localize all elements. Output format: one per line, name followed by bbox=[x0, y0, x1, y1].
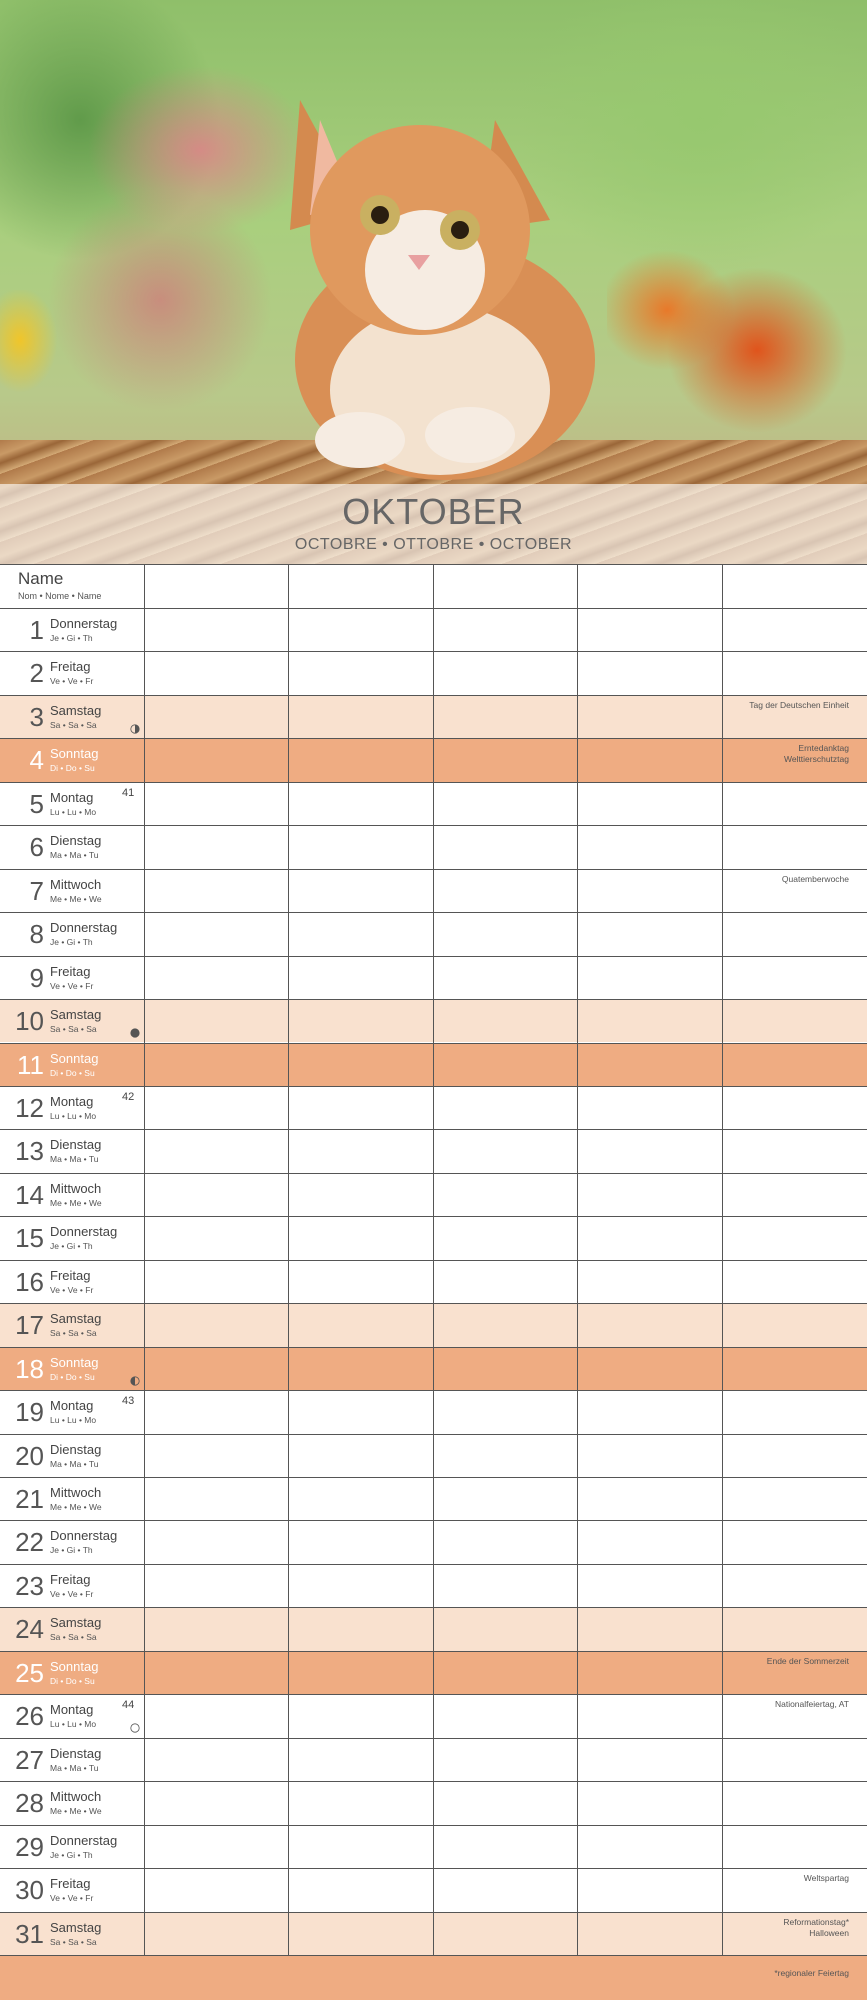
day-number: 17 bbox=[15, 1310, 44, 1341]
day-number: 29 bbox=[15, 1831, 44, 1862]
name-label: Name bbox=[18, 569, 64, 588]
day-number: 11 bbox=[17, 1049, 44, 1080]
day-name: Mittwoch bbox=[50, 876, 102, 892]
day-name: Montag bbox=[50, 1093, 94, 1109]
day-abbreviations: Ve • Ve • Fr bbox=[50, 676, 94, 687]
yellow-leaves bbox=[0, 290, 90, 440]
month-title: OKTOBER bbox=[342, 491, 525, 532]
day-number: 25 bbox=[15, 1657, 44, 1688]
day-number: 14 bbox=[15, 1179, 44, 1210]
day-abbreviations: Ve • Ve • Fr bbox=[50, 1284, 94, 1295]
moon-new-icon bbox=[130, 1723, 140, 1733]
day-name: Donnerstag bbox=[50, 1832, 118, 1848]
moon-last-quarter-icon bbox=[130, 1376, 140, 1386]
day-number: 7 bbox=[29, 875, 44, 906]
day-number: 16 bbox=[15, 1266, 44, 1297]
day-number: 19 bbox=[15, 1397, 44, 1428]
day-note: Erntedanktag Welttierschutztag bbox=[783, 743, 849, 765]
day-number: 20 bbox=[15, 1440, 44, 1471]
month-subtitle: OCTOBRE • OTTOBRE • OCTOBER bbox=[294, 536, 573, 553]
day-number: 24 bbox=[15, 1614, 44, 1645]
day-number: 23 bbox=[15, 1570, 44, 1601]
day-number: 12 bbox=[15, 1092, 44, 1123]
day-name: Dienstag bbox=[50, 1441, 102, 1457]
day-name: Freitag bbox=[50, 1267, 91, 1283]
day-abbreviations: Me • Me • We bbox=[50, 1806, 102, 1817]
planner-grid bbox=[0, 564, 867, 1956]
day-abbreviations: Di • Do • Su bbox=[50, 763, 95, 774]
week-number: 41 bbox=[122, 786, 135, 799]
day-name: Mittwoch bbox=[50, 1180, 102, 1196]
day-name: Montag bbox=[50, 789, 94, 805]
day-note: Reformationstag* Halloween bbox=[783, 1916, 849, 1938]
day-number: 26 bbox=[15, 1701, 44, 1732]
day-abbreviations: Sa • Sa • Sa bbox=[50, 1328, 97, 1339]
day-abbreviations: Je • Gi • Th bbox=[50, 1241, 93, 1252]
day-name: Montag bbox=[50, 1398, 94, 1414]
day-name: Samstag bbox=[50, 1311, 102, 1327]
day-name: Dienstag bbox=[50, 833, 102, 849]
day-name: Samstag bbox=[50, 702, 102, 718]
day-note: Weltspartag bbox=[803, 1873, 849, 1884]
day-abbreviations: Ma • Ma • Tu bbox=[50, 1458, 99, 1469]
day-abbreviations: Je • Gi • Th bbox=[50, 937, 93, 948]
day-name: Freitag bbox=[50, 963, 91, 979]
day-abbreviations: Me • Me • We bbox=[50, 1502, 102, 1512]
day-abbreviations: Je • Gi • Th bbox=[50, 633, 93, 643]
day-abbreviations: Sa • Sa • Sa bbox=[50, 1936, 97, 1947]
day-abbreviations: Ma • Ma • Tu bbox=[50, 1154, 99, 1165]
day-number: 3 bbox=[29, 701, 44, 732]
day-number: 9 bbox=[29, 962, 44, 993]
day-abbreviations: Lu • Lu • Mo bbox=[50, 806, 97, 817]
day-abbreviations: Ma • Ma • Tu bbox=[50, 850, 99, 861]
day-name: Freitag bbox=[50, 1571, 91, 1587]
day-name: Donnerstag bbox=[50, 616, 118, 631]
column-divider bbox=[144, 564, 145, 1956]
day-name: Donnerstag bbox=[50, 920, 118, 936]
day-abbreviations: Lu • Lu • Mo bbox=[50, 1719, 97, 1730]
day-number: 2 bbox=[29, 658, 44, 689]
day-abbreviations: Lu • Lu • Mo bbox=[50, 1110, 97, 1121]
day-number: 6 bbox=[29, 832, 44, 863]
moon-full-icon bbox=[130, 1028, 140, 1038]
day-number: 4 bbox=[29, 745, 44, 776]
day-name: Mittwoch bbox=[50, 1485, 102, 1500]
day-number: 21 bbox=[15, 1484, 44, 1514]
day-abbreviations: Ma • Ma • Tu bbox=[50, 1762, 99, 1773]
day-number: 1 bbox=[29, 615, 44, 645]
day-number: 13 bbox=[15, 1136, 44, 1167]
day-abbreviations: Di • Do • Su bbox=[50, 1067, 95, 1078]
day-name: Donnerstag bbox=[50, 1528, 118, 1544]
day-number: 18 bbox=[15, 1353, 44, 1384]
day-abbreviations: Ve • Ve • Fr bbox=[50, 980, 94, 991]
day-name: Freitag bbox=[50, 659, 91, 675]
day-number: 5 bbox=[29, 788, 44, 819]
day-name: Sonntag bbox=[50, 1050, 99, 1066]
day-number: 30 bbox=[15, 1875, 44, 1906]
day-note: Nationalfeiertag, AT bbox=[774, 1699, 849, 1710]
header-photo bbox=[0, 0, 867, 564]
column-divider bbox=[577, 564, 578, 1956]
day-abbreviations: Di • Do • Su bbox=[50, 1675, 95, 1686]
footnote: *regionaler Feiertag bbox=[774, 1968, 849, 1978]
month-banner bbox=[0, 484, 867, 564]
day-name: Sonntag bbox=[50, 746, 99, 762]
day-note: Ende der Sommerzeit bbox=[766, 1655, 849, 1666]
day-abbreviations: Me • Me • We bbox=[50, 893, 102, 904]
day-name: Samstag bbox=[50, 1007, 102, 1023]
day-abbreviations: Me • Me • We bbox=[50, 1197, 102, 1208]
day-number: 28 bbox=[15, 1788, 44, 1819]
day-note: Tag der Deutschen Einheit bbox=[749, 699, 849, 710]
column-divider bbox=[722, 564, 723, 1956]
day-name: Sonntag bbox=[50, 1354, 99, 1370]
day-name: Freitag bbox=[50, 1876, 91, 1892]
day-number: 15 bbox=[15, 1223, 44, 1254]
day-number: 8 bbox=[29, 919, 44, 950]
name-sublabel: Nom • Nome • Name bbox=[18, 591, 102, 601]
day-abbreviations: Ve • Ve • Fr bbox=[50, 1588, 94, 1599]
day-number: 27 bbox=[15, 1744, 44, 1775]
day-name: Donnerstag bbox=[50, 1224, 118, 1240]
day-name: Samstag bbox=[50, 1615, 102, 1631]
day-abbreviations: Lu • Lu • Mo bbox=[50, 1415, 97, 1426]
moon-first-quarter-icon bbox=[130, 724, 140, 734]
day-abbreviations: Sa • Sa • Sa bbox=[50, 1024, 97, 1035]
day-name: Montag bbox=[50, 1702, 94, 1718]
day-name: Dienstag bbox=[50, 1745, 102, 1761]
footer-band bbox=[0, 1956, 867, 2000]
column-divider bbox=[288, 564, 289, 1956]
day-abbreviations: Je • Gi • Th bbox=[50, 1849, 93, 1860]
day-name: Samstag bbox=[50, 1919, 102, 1935]
day-name: Sonntag bbox=[50, 1658, 99, 1674]
week-number: 42 bbox=[122, 1090, 135, 1103]
day-number: 22 bbox=[15, 1527, 44, 1558]
day-abbreviations: Sa • Sa • Sa bbox=[50, 1632, 97, 1643]
day-abbreviations: Ve • Ve • Fr bbox=[50, 1893, 94, 1904]
day-abbreviations: Di • Do • Su bbox=[50, 1371, 95, 1382]
day-number: 31 bbox=[15, 1918, 44, 1949]
week-number: 43 bbox=[122, 1395, 135, 1408]
day-number: 10 bbox=[15, 1006, 44, 1037]
day-abbreviations: Je • Gi • Th bbox=[50, 1545, 93, 1556]
kitten-image bbox=[230, 60, 650, 480]
day-abbreviations: Sa • Sa • Sa bbox=[50, 719, 97, 730]
column-divider bbox=[433, 564, 434, 1956]
day-note: Quatemberwoche bbox=[781, 873, 849, 884]
day-name: Dienstag bbox=[50, 1137, 102, 1153]
week-number: 44 bbox=[122, 1699, 135, 1712]
day-name: Mittwoch bbox=[50, 1789, 102, 1805]
